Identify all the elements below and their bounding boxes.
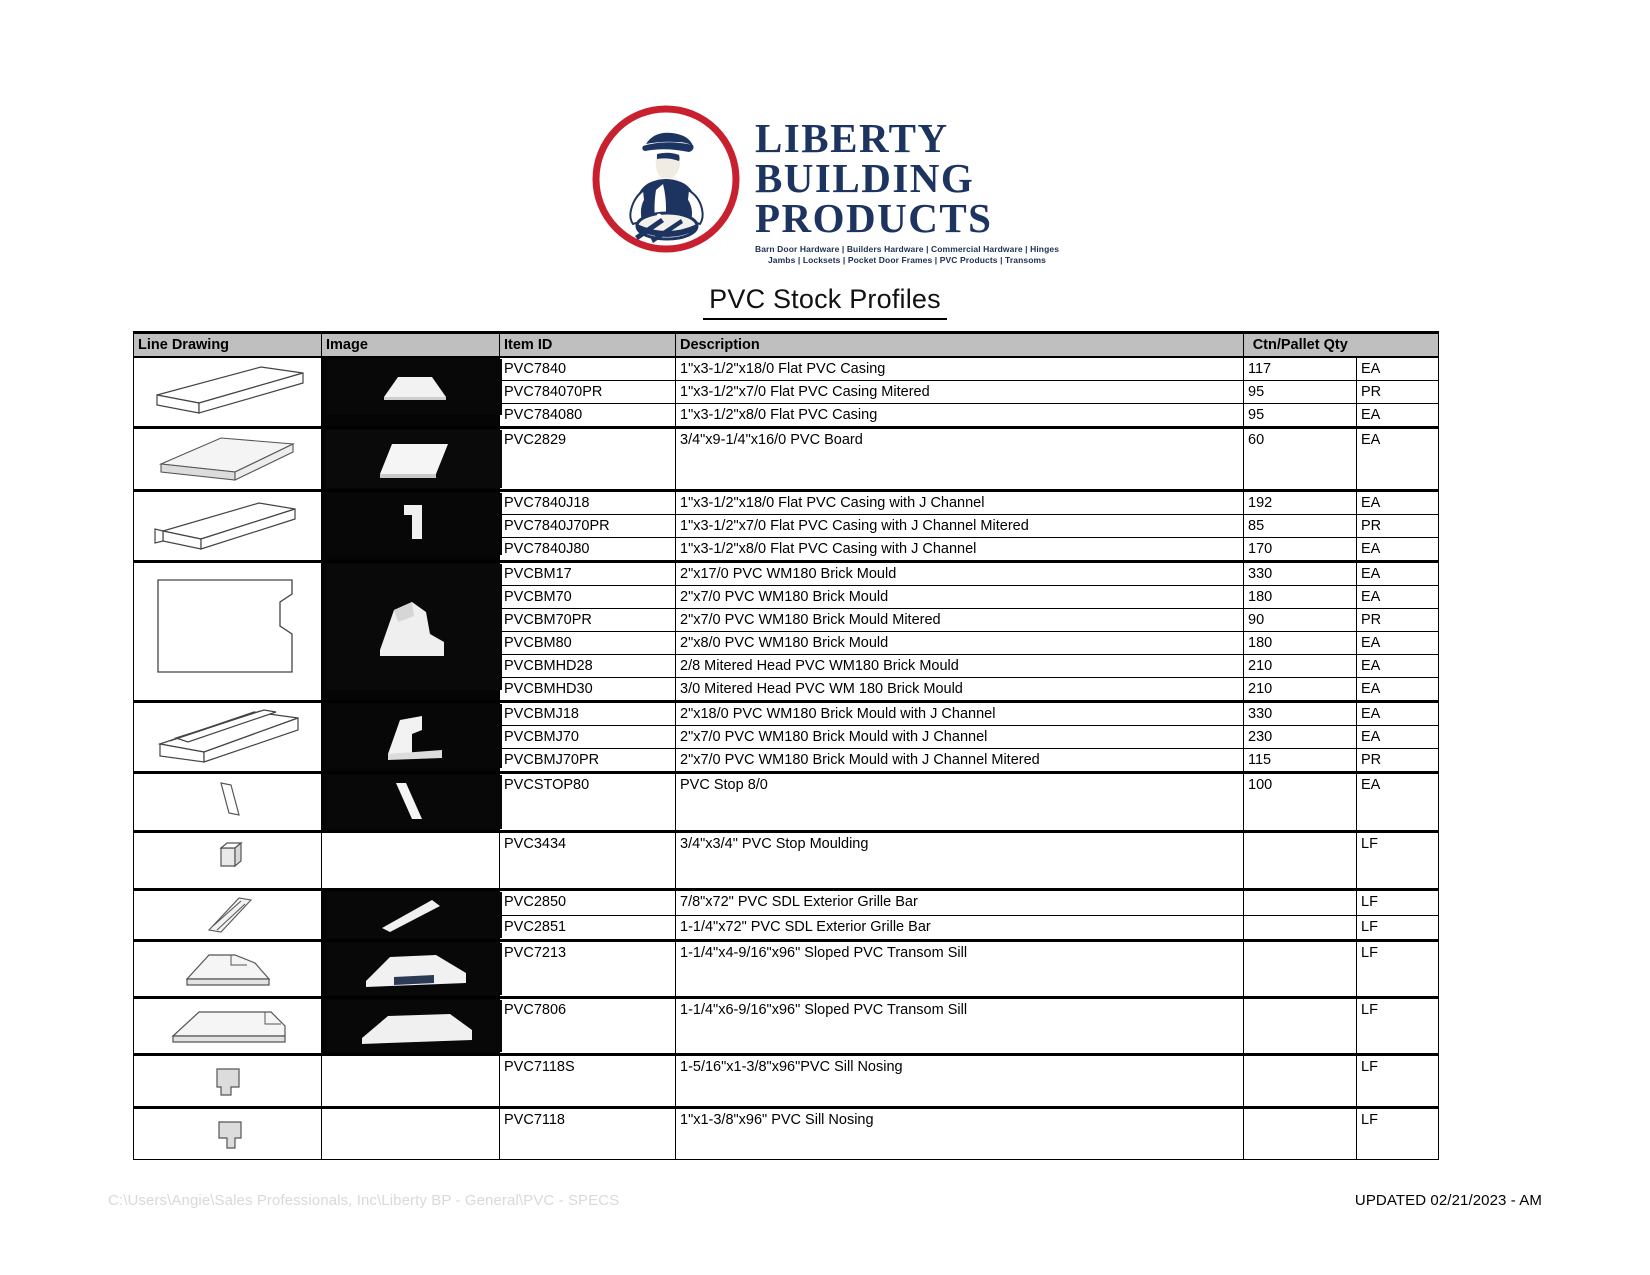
cell-item-id: PVCBM80	[500, 632, 676, 655]
line-drawing-cell-stop-moulding	[134, 832, 322, 890]
cell-item-id: PVC7213	[500, 941, 676, 998]
product-photo-cell-sill-nosing-7118	[322, 1108, 500, 1160]
line-drawing-cell-transom-sill-7806	[134, 998, 322, 1055]
product-photo-cell-grille-bar	[322, 890, 500, 941]
table-row	[134, 1108, 1439, 1160]
cell-item-id: PVC7118	[500, 1108, 676, 1160]
cell-item-id: PVC7840J80	[500, 538, 676, 562]
line-drawing-cell-brick-mould-j-channel	[134, 702, 322, 773]
document-footer	[0, 1185, 1650, 1215]
cell-unit: LF	[1357, 941, 1439, 998]
cell-item-id: PVC7806	[500, 998, 676, 1055]
cell-unit: PR	[1357, 515, 1439, 538]
page-title-wrap	[0, 266, 1650, 320]
cell-unit: EA	[1357, 702, 1439, 726]
company-name-block	[755, 104, 1059, 266]
product-photo-cell-flat-casing	[322, 357, 500, 428]
cell-item-id: PVC7840	[500, 357, 676, 381]
product-photo-cell-pvc-board	[322, 428, 500, 491]
cell-qty: 230	[1244, 726, 1357, 749]
cell-description: 2"x8/0 PVC WM180 Brick Mould	[676, 632, 1244, 655]
cell-description: 2/8 Mitered Head PVC WM180 Brick Mould	[676, 655, 1244, 678]
cell-item-id: PVCBM70	[500, 586, 676, 609]
cell-unit: EA	[1357, 491, 1439, 515]
cell-qty	[1244, 941, 1357, 998]
cell-description: 2"x7/0 PVC WM180 Brick Mould	[676, 586, 1244, 609]
cell-description: 2"x17/0 PVC WM180 Brick Mould	[676, 562, 1244, 586]
brand-line-3: PRODUCTS	[754, 195, 993, 241]
cell-description: 1-5/16"x1-3/8"x96"PVC Sill Nosing	[676, 1055, 1244, 1108]
table-row	[134, 702, 1439, 726]
cell-item-id: PVC784070PR	[500, 381, 676, 404]
product-photo-cell-stop-moulding	[322, 832, 500, 890]
footer-updated-date: UPDATED 02/21/2023 - AM	[1354, 1191, 1542, 1209]
cell-description: 1-1/4"x72" PVC SDL Exterior Grille Bar	[676, 915, 1244, 941]
table-row	[134, 773, 1439, 832]
cell-description: 2"x7/0 PVC WM180 Brick Mould with J Channel Mitered	[676, 749, 1244, 773]
cell-unit: LF	[1357, 890, 1439, 916]
cell-unit: EA	[1357, 726, 1439, 749]
cell-description: 1"x3-1/2"x7/0 Flat PVC Casing with J Channel Mitered	[676, 515, 1244, 538]
line-drawing-cell-pvc-stop	[134, 773, 322, 832]
cell-description: 2"x18/0 PVC WM180 Brick Mould with J Channel	[676, 702, 1244, 726]
cell-unit: EA	[1357, 404, 1439, 428]
column-header-unit	[1357, 333, 1439, 358]
column-header-image: Image	[322, 333, 500, 358]
cell-description: 1"x3-1/2"x7/0 Flat PVC Casing Mitered	[676, 381, 1244, 404]
line-drawing-cell-pvc-board	[134, 428, 322, 491]
cell-item-id: PVCBMJ18	[500, 702, 676, 726]
cell-item-id: PVCBMJ70PR	[500, 749, 676, 773]
brand-line-1: LIBERTY	[754, 115, 949, 161]
line-drawing-cell-brick-mould	[134, 562, 322, 702]
cell-description: 1-1/4"x4-9/16"x96" Sloped PVC Transom Sill	[676, 941, 1244, 998]
cell-description: 3/0 Mitered Head PVC WM 180 Brick Mould	[676, 678, 1244, 702]
table-row	[134, 890, 1439, 916]
pvc-stock-profiles-table	[133, 331, 1439, 1160]
cell-qty: 180	[1244, 632, 1357, 655]
cell-item-id: PVC7118S	[500, 1055, 676, 1108]
cell-qty: 90	[1244, 609, 1357, 632]
cell-qty: 330	[1244, 702, 1357, 726]
cell-unit: EA	[1357, 678, 1439, 702]
line-drawing-cell-sill-nosing-7118	[134, 1108, 322, 1160]
cell-item-id: PVC3434	[500, 832, 676, 890]
cell-unit: PR	[1357, 749, 1439, 773]
table-row	[134, 491, 1439, 515]
cell-description: 1"x1-3/8"x96" PVC Sill Nosing	[676, 1108, 1244, 1160]
cell-description: 3/4"x3/4" PVC Stop Moulding	[676, 832, 1244, 890]
cell-item-id: PVCBMHD28	[500, 655, 676, 678]
cell-qty: 117	[1244, 357, 1357, 381]
cell-unit: EA	[1357, 773, 1439, 832]
table-body	[134, 357, 1439, 1160]
cell-qty: 330	[1244, 562, 1357, 586]
cell-qty	[1244, 832, 1357, 890]
cell-qty: 60	[1244, 428, 1357, 491]
cell-qty: 95	[1244, 381, 1357, 404]
cell-unit: LF	[1357, 998, 1439, 1055]
column-header-item-id: Item ID	[500, 333, 676, 358]
line-drawing-cell-casing-j-channel	[134, 491, 322, 562]
product-photo-cell-brick-mould	[322, 562, 500, 702]
cell-description: 1"x3-1/2"x18/0 Flat PVC Casing	[676, 357, 1244, 381]
product-photo-cell-casing-j-channel	[322, 491, 500, 562]
cell-qty	[1244, 915, 1357, 941]
cell-item-id: PVCBM70PR	[500, 609, 676, 632]
cell-qty: 100	[1244, 773, 1357, 832]
cell-qty	[1244, 1108, 1357, 1160]
cell-item-id: PVCSTOP80	[500, 773, 676, 832]
cell-qty: 192	[1244, 491, 1357, 515]
column-header-qty: Ctn/Pallet Qty	[1244, 333, 1357, 358]
cell-qty: 180	[1244, 586, 1357, 609]
cell-item-id: PVC784080	[500, 404, 676, 428]
cell-unit: EA	[1357, 428, 1439, 491]
cell-unit: EA	[1357, 655, 1439, 678]
cell-description: 1-1/4"x6-9/16"x96" Sloped PVC Transom Sill	[676, 998, 1244, 1055]
cell-qty: 210	[1244, 678, 1357, 702]
brand-tagline	[755, 244, 1059, 266]
cell-unit: EA	[1357, 538, 1439, 562]
cell-description: PVC Stop 8/0	[676, 773, 1244, 832]
cell-item-id: PVC2850	[500, 890, 676, 916]
cell-item-id: PVC2851	[500, 915, 676, 941]
cell-qty	[1244, 1055, 1357, 1108]
cell-unit: EA	[1357, 562, 1439, 586]
table-row	[134, 1055, 1439, 1108]
cell-item-id: PVC7840J18	[500, 491, 676, 515]
table-row	[134, 562, 1439, 586]
product-photo-cell-sill-nosing-7118s	[322, 1055, 500, 1108]
brand-line-2: BUILDING	[754, 155, 975, 201]
cell-description: 2"x7/0 PVC WM180 Brick Mould with J Channel	[676, 726, 1244, 749]
cell-item-id: PVCBMJ70	[500, 726, 676, 749]
table-row	[134, 998, 1439, 1055]
product-photo-cell-transom-sill-7806	[322, 998, 500, 1055]
cell-description: 1"x3-1/2"x18/0 Flat PVC Casing with J Channel	[676, 491, 1244, 515]
cell-description: 1"x3-1/2"x8/0 Flat PVC Casing	[676, 404, 1244, 428]
product-photo-cell-pvc-stop	[322, 773, 500, 832]
cell-unit: EA	[1357, 586, 1439, 609]
line-drawing-cell-transom-sill-7213	[134, 941, 322, 998]
cell-qty: 95	[1244, 404, 1357, 428]
table-row	[134, 941, 1439, 998]
cell-item-id: PVCBMHD30	[500, 678, 676, 702]
column-header-description: Description	[676, 333, 1244, 358]
cell-unit: LF	[1357, 1055, 1439, 1108]
cell-unit: PR	[1357, 381, 1439, 404]
page-title: PVC Stock Profiles	[703, 284, 947, 320]
line-drawing-cell-sill-nosing-7118s	[134, 1055, 322, 1108]
cell-qty: 170	[1244, 538, 1357, 562]
cell-unit: LF	[1357, 915, 1439, 941]
cell-qty: 115	[1244, 749, 1357, 773]
cell-unit: EA	[1357, 357, 1439, 381]
document-header	[0, 0, 1650, 320]
cell-unit: PR	[1357, 609, 1439, 632]
footer-file-path: C:\Users\Angie\Sales Professionals, Inc\Liberty BP - General\PVC - SPECS	[108, 1191, 620, 1209]
brand-tagline-line-2: Jambs | Locksets | Pocket Door Frames | PVC Products | Transoms	[767, 255, 1046, 265]
cell-description: 7/8"x72" PVC SDL Exterior Grille Bar	[676, 890, 1244, 916]
cell-qty	[1244, 890, 1357, 916]
cell-item-id: PVC2829	[500, 428, 676, 491]
cell-unit: LF	[1357, 1108, 1439, 1160]
cell-qty: 85	[1244, 515, 1357, 538]
cell-qty	[1244, 998, 1357, 1055]
line-drawing-cell-flat-casing	[134, 357, 322, 428]
cell-description: 3/4"x9-1/4"x16/0 PVC Board	[676, 428, 1244, 491]
specs-table-container	[133, 331, 1438, 1160]
cell-item-id: PVCBM17	[500, 562, 676, 586]
minuteman-drummer-roundel-icon	[591, 104, 741, 254]
cell-item-id: PVC7840J70PR	[500, 515, 676, 538]
table-row	[134, 428, 1439, 491]
table-header-row	[134, 333, 1439, 358]
cell-qty: 210	[1244, 655, 1357, 678]
company-logo	[591, 104, 1059, 266]
table-row	[134, 357, 1439, 381]
brand-tagline-line-1: Barn Door Hardware | Builders Hardware | Commercial Hardware | Hinges	[754, 244, 1060, 254]
product-photo-cell-transom-sill-7213	[322, 941, 500, 998]
table-row	[134, 832, 1439, 890]
cell-description: 1"x3-1/2"x8/0 Flat PVC Casing with J Channel	[676, 538, 1244, 562]
cell-unit: LF	[1357, 832, 1439, 890]
cell-description: 2"x7/0 PVC WM180 Brick Mould Mitered	[676, 609, 1244, 632]
column-header-line-drawing: Line Drawing	[134, 333, 322, 358]
product-photo-cell-brick-mould-j-channel	[322, 702, 500, 773]
line-drawing-cell-grille-bar	[134, 890, 322, 941]
cell-unit: EA	[1357, 632, 1439, 655]
